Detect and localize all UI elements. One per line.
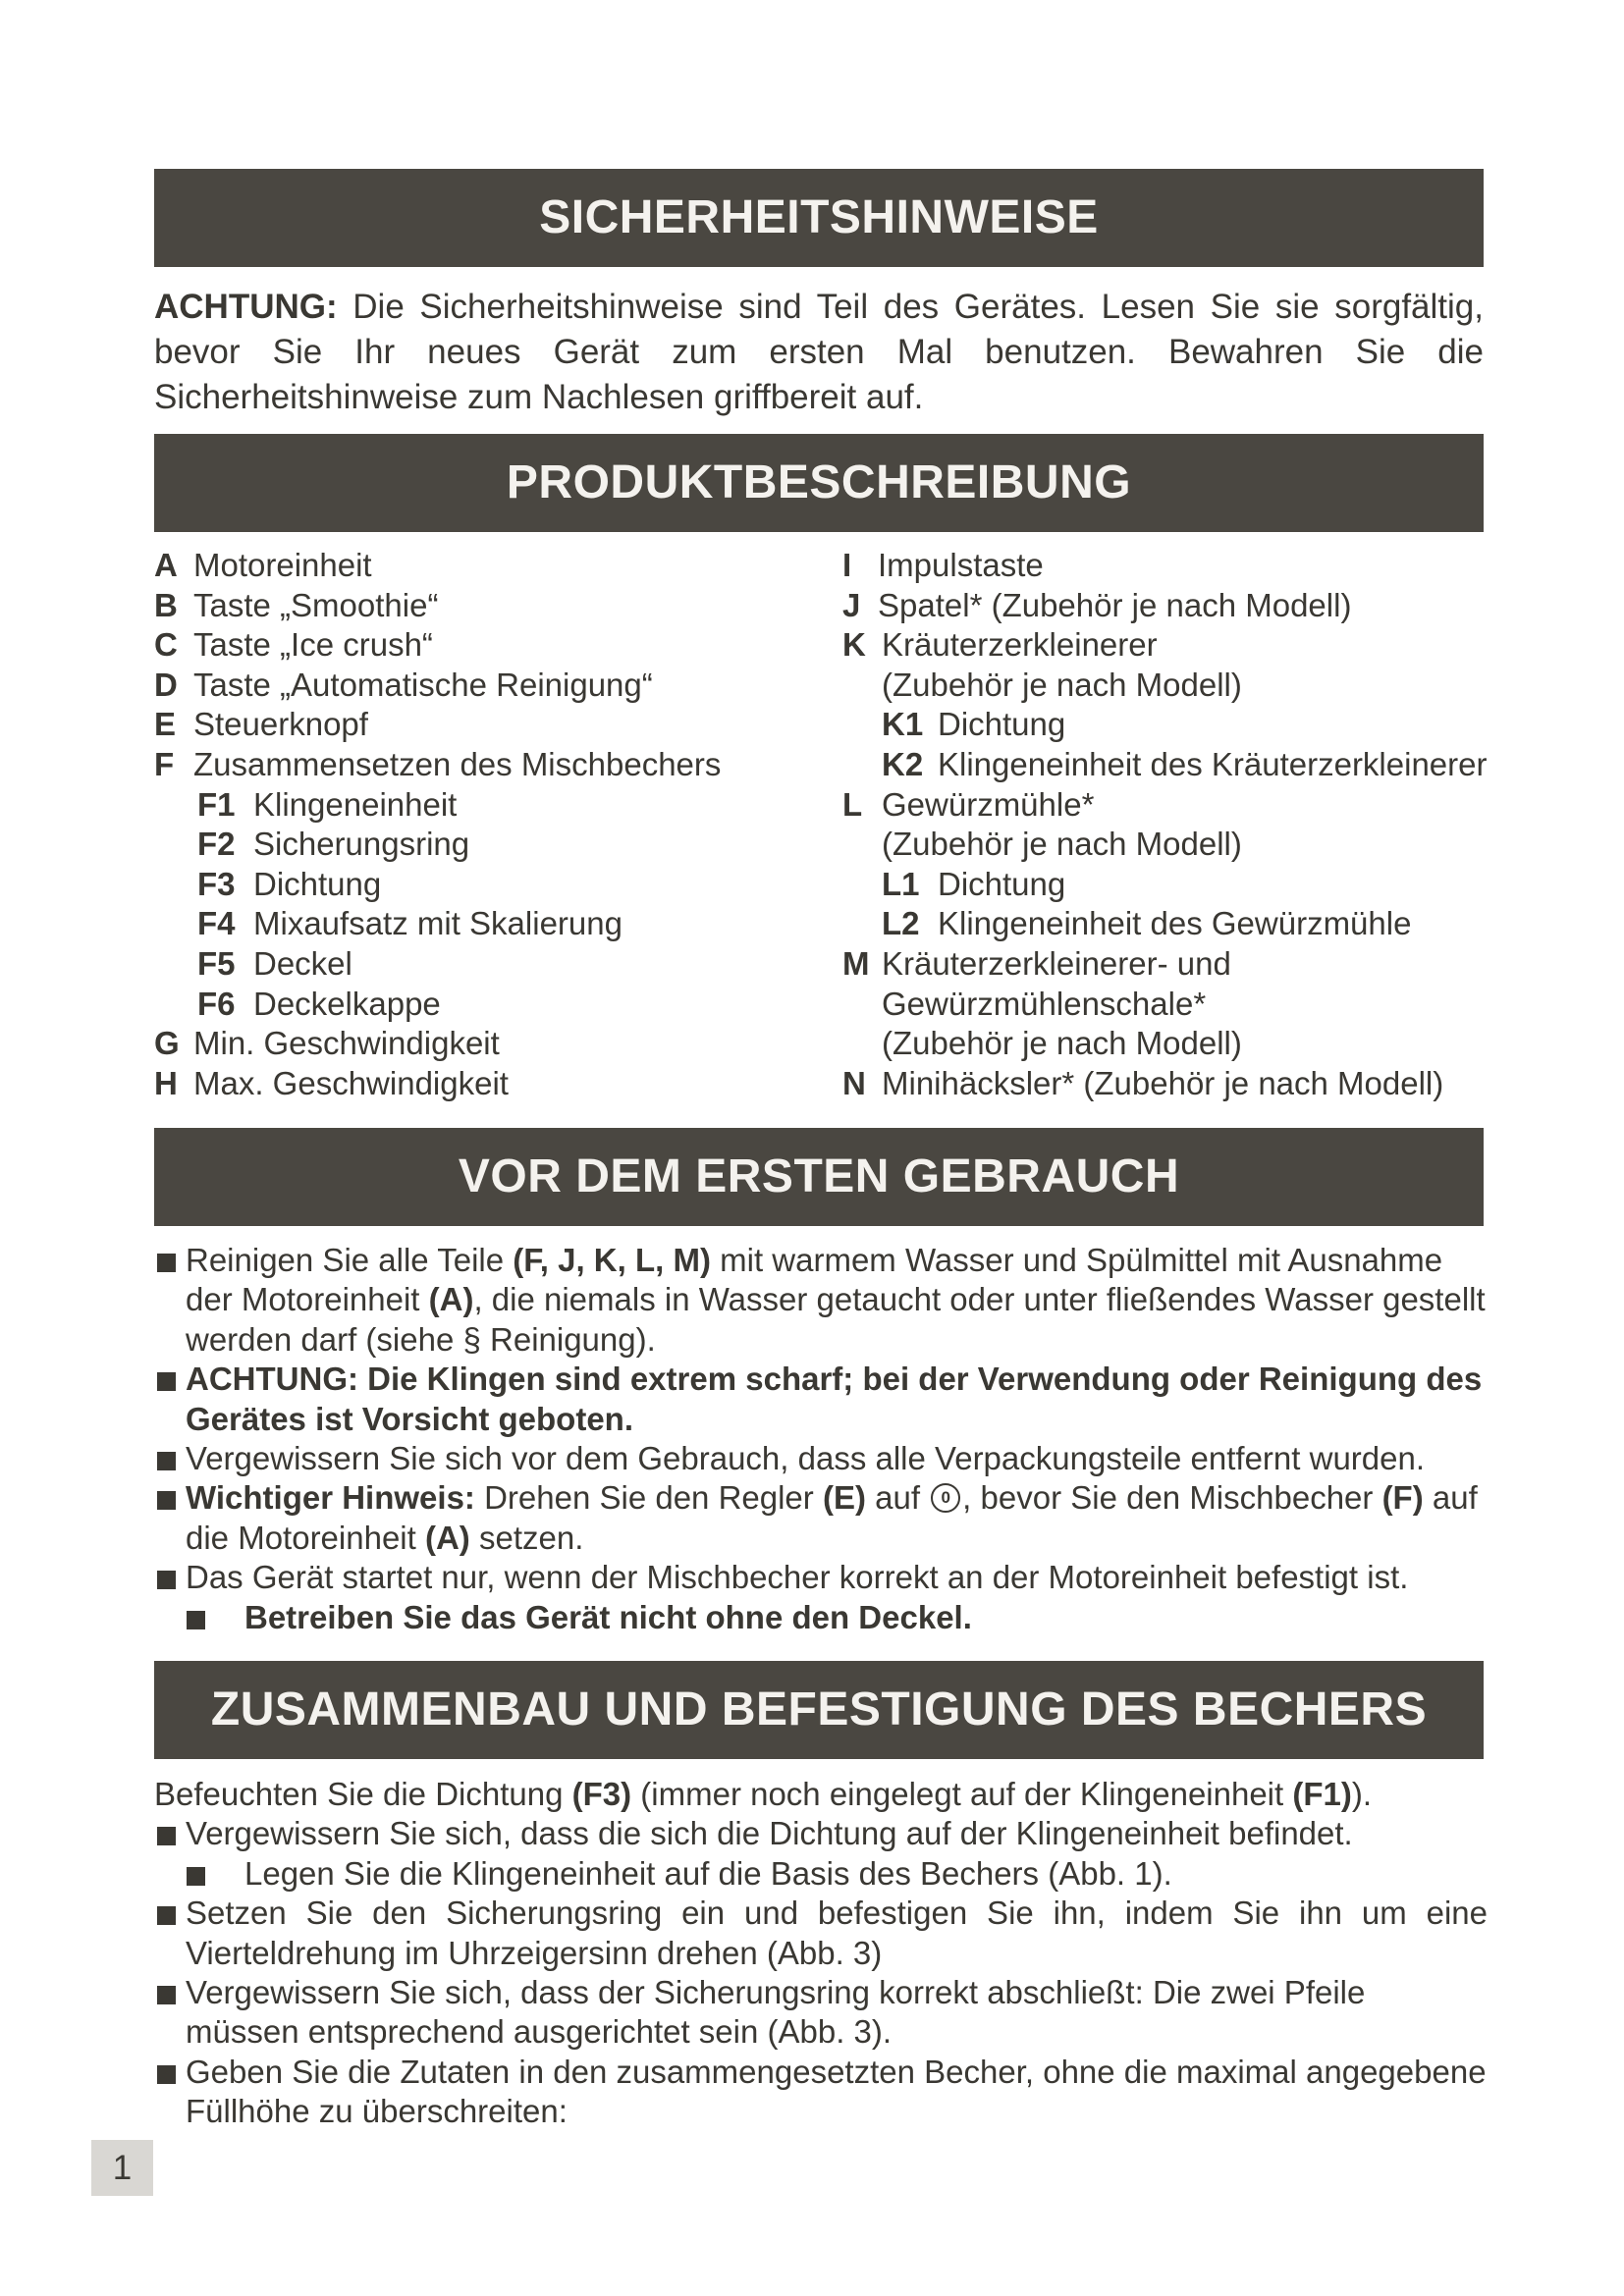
part-subitem: L1 Dichtung [882, 865, 1066, 902]
bullet-item: Vergewissern Sie sich, dass der Sicherungsring korrekt abschließt: Die zwei Pfeile müssen entsprechend ausgerichtet sein (Abb. 3). [154, 1973, 1488, 2053]
part-subitem: F2 Sicherungsring [197, 826, 470, 863]
part-item: B Taste „Smoothie“ [154, 586, 439, 623]
safety-warning-paragraph [154, 285, 1484, 420]
bullet-item: Das Gerät startet nur, wenn der Mischbecher korrekt an der Motoreinheit befestigt ist. [154, 1558, 1488, 1597]
part-subitem: F5 Deckel [197, 944, 352, 982]
part-subitem: F4 Mixaufsatz mit Skalierung [197, 905, 623, 942]
part-item: J Spatel* (Zubehör je nach Modell) [842, 586, 1352, 623]
part-item: C Taste „Ice crush“ [154, 626, 433, 664]
bullet-item: Vergewissern Sie sich, dass die sich die Dichtung auf der Klingeneinheit befindet. [154, 1814, 1488, 1853]
assembly-list [154, 1775, 1488, 2132]
bullet-subitem: Betreiben Sie das Gerät nicht ohne den Deckel. [154, 1598, 1488, 1637]
bullet-item: Geben Sie die Zutaten in den zusammengesetzten Becher, ohne die maximal angegebene Füllhöhe zu überschreiten: [154, 2053, 1488, 2132]
parts-list-left [154, 546, 822, 1103]
warning-text: Die Sicherheitshinweise sind Teil des Gerätes. Lesen Sie sie sorgfältig, bevor Sie Ihr neues Gerät zum ersten Mal benutzen. Bewahren Sie die Sicherheitshinweise zum Nachlesen griffbereit auf. [154, 288, 1484, 416]
part-item: A Motoreinheit [154, 547, 372, 583]
part-item: H Max. Geschwindigkeit [154, 1064, 509, 1101]
part-subitem: L2 Klingeneinheit des Gewürzmühle [882, 905, 1412, 942]
part-item: N Minihäcksler* (Zubehör je nach Modell) [842, 1064, 1444, 1101]
part-item: K Kräuterzerkleinerer [842, 626, 1158, 664]
part-item: G Min. Geschwindigkeit [154, 1025, 500, 1062]
part-item: D Taste „Automatische Reinigung“ [154, 666, 653, 703]
part-item: M Kräuterzerkleinerer- und [842, 944, 1231, 982]
part-subitem: F1 Klingeneinheit [197, 785, 458, 823]
bullet-subitem: Legen Sie die Klingeneinheit auf die Basis des Bechers (Abb. 1). [154, 1854, 1488, 1894]
part-subitem: F6 Deckelkappe [197, 985, 441, 1022]
power-off-symbol-icon: 0 [931, 1483, 960, 1513]
bullet-item-warning: ACHTUNG: Die Klingen sind extrem scharf; bei der Verwendung oder Reinigung des Gerätes ist Vorsicht geboten. [154, 1360, 1488, 1439]
part-item: F Zusammensetzen des Mischbechers [154, 745, 722, 782]
section-header-before-first-use: VOR DEM ERSTEN GEBRAUCH [154, 1128, 1484, 1226]
part-subitem: K2 Klingeneinheit des Kräuterzerkleinerer [882, 745, 1488, 782]
part-item-continuation: (Zubehör je nach Modell) [882, 666, 1242, 703]
warning-label: ACHTUNG: [154, 288, 338, 326]
section-header-product-description: PRODUKTBESCHREIBUNG [154, 434, 1484, 532]
before-use-list [154, 1241, 1488, 1637]
part-item: L Gewürzmühle* [842, 785, 1095, 823]
bullet-item: Setzen Sie den Sicherungsring ein und befestigen Sie ihn, indem Sie ihn um eine Vierteldrehung im Uhrzeigersinn drehen (Abb. 3) [154, 1894, 1488, 1973]
part-item-continuation: Gewürzmühlenschale* [882, 985, 1207, 1022]
section-header-safety: SICHERHEITSHINWEISE [154, 169, 1484, 267]
section-header-assembly: ZUSAMMENBAU UND BEFESTIGUNG DES BECHERS [154, 1661, 1484, 1759]
bullet-item: Vergewissern Sie sich vor dem Gebrauch, dass alle Verpackungsteile entfernt wurden. [154, 1439, 1488, 1478]
part-item-continuation: (Zubehör je nach Modell) [882, 1025, 1242, 1062]
parts-list-right [842, 546, 1500, 1103]
part-item-continuation: (Zubehör je nach Modell) [882, 826, 1242, 863]
part-item: E Steuerknopf [154, 706, 368, 743]
part-item: I Impulstaste [842, 547, 1044, 583]
assembly-intro: Befeuchten Sie die Dichtung (F3) (immer noch eingelegt auf der Klingeneinheit (F1)). [154, 1776, 1373, 1812]
part-subitem: K1 Dichtung [882, 706, 1066, 743]
part-subitem: F3 Dichtung [197, 865, 382, 902]
bullet-item: Wichtiger Hinweis: Drehen Sie den Regler (E) auf 0 , bevor Sie den Mischbecher (F) auf die Motoreinheit (A) setzen. [154, 1478, 1488, 1558]
bullet-item: Reinigen Sie alle Teile (F, J, K, L, M) mit warmem Wasser und Spülmittel mit Ausnahme der Motoreinheit (A), die niemals in Wasser getaucht oder unter fließendes Wasser gestellt werden darf (siehe § Reinigung). [154, 1241, 1488, 1360]
page-number: 1 [91, 2140, 153, 2196]
